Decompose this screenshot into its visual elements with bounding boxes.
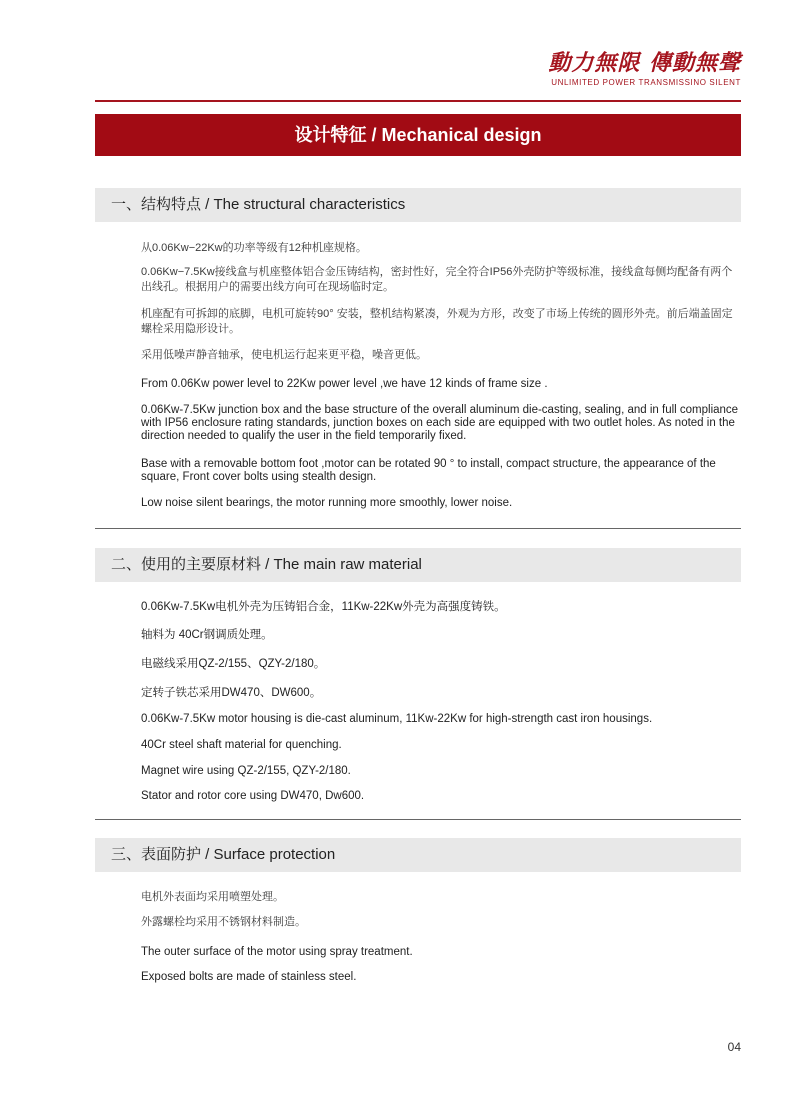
- paragraph: 0.06Kw−7.5Kw接线盒与机座整体铝合金压铸结构，密封性好，完全符合IP56外壳防护等级标准，接线盒每侧均配备有两个出线孔。根据用户的需要出线方向可在现场临时定。: [141, 266, 733, 293]
- paragraph: Base with a removable bottom foot ,motor can be rotated 90 ° to install, compact structure, the appearance of the square, Front cover bolts using stealth design.: [141, 458, 716, 483]
- paragraph: 从0.06Kw−22Kw的功率等级有12种机座规格。: [141, 242, 367, 254]
- paragraph: 轴料为 40Cr钢调质处理。: [141, 629, 273, 641]
- section-heading-structural: 一、结构特点 / The structural characteristics: [95, 188, 741, 222]
- section-divider: [95, 819, 741, 820]
- paragraph: 电磁线采用QZ-2/155、QZY-2/180。: [141, 658, 326, 670]
- paragraph: 0.06Kw-7.5Kw电机外壳为压铸铝合金，11Kw-22Kw外壳为高强度铸铁。: [141, 601, 506, 613]
- logo-slogan-cn: 動力無限 傳動無聲: [548, 50, 741, 76]
- section-heading-raw-material: 二、使用的主要原材料 / The main raw material: [95, 548, 741, 582]
- paragraph: 采用低噪声静音轴承，使电机运行起来更平稳，噪音更低。: [141, 349, 427, 361]
- page-title: 设计特征 / Mechanical design: [95, 114, 741, 156]
- header-rule: [95, 100, 741, 102]
- brand-logo: [548, 50, 741, 88]
- paragraph: Low noise silent bearings, the motor running more smoothly, lower noise.: [141, 497, 513, 509]
- paragraph: The outer surface of the motor using spray treatment.: [141, 946, 413, 958]
- paragraph: 机座配有可拆卸的底脚，电机可旋转90° 安装，整机结构紧凑，外观为方形，改变了市场上传统的圆形外壳。前后端盖固定螺栓采用隐形设计。: [141, 308, 733, 335]
- paragraph: Stator and rotor core using DW470, Dw600.: [141, 790, 365, 802]
- paragraph: 电机外表面均采用喷塑处理。: [141, 891, 284, 903]
- section-divider: [95, 528, 741, 529]
- page-number: 04: [727, 1040, 741, 1054]
- paragraph: From 0.06Kw power level to 22Kw power level ,we have 12 kinds of frame size .: [141, 378, 548, 390]
- paragraph: 40Cr steel shaft material for quenching.: [141, 739, 342, 751]
- paragraph: 外露螺栓均采用不锈钢材料制造。: [141, 916, 306, 928]
- paragraph: 0.06Kw-7.5Kw junction box and the base structure of the overall aluminum die-casting, sealing, and in full compliance with IP56 enclosure rating standards, junction boxes on each side are equipped with two outlet holes. As noted in the direction needed to qualify the user in the field temporarily fixed.: [141, 404, 739, 442]
- paragraph: 定转子铁芯采用DW470、DW600。: [141, 687, 322, 699]
- paragraph: 0.06Kw-7.5Kw motor housing is die-cast aluminum, 11Kw-22Kw for high-strength cast iron housings.: [141, 713, 653, 725]
- logo-slogan-en: UNLIMITED POWER TRANSMISSINO SILENT: [551, 78, 741, 87]
- paragraph: Magnet wire using QZ-2/155, QZY-2/180.: [141, 765, 351, 777]
- section-heading-surface-protection: 三、表面防护 / Surface protection: [95, 838, 741, 872]
- paragraph: Exposed bolts are made of stainless steel.: [141, 971, 357, 983]
